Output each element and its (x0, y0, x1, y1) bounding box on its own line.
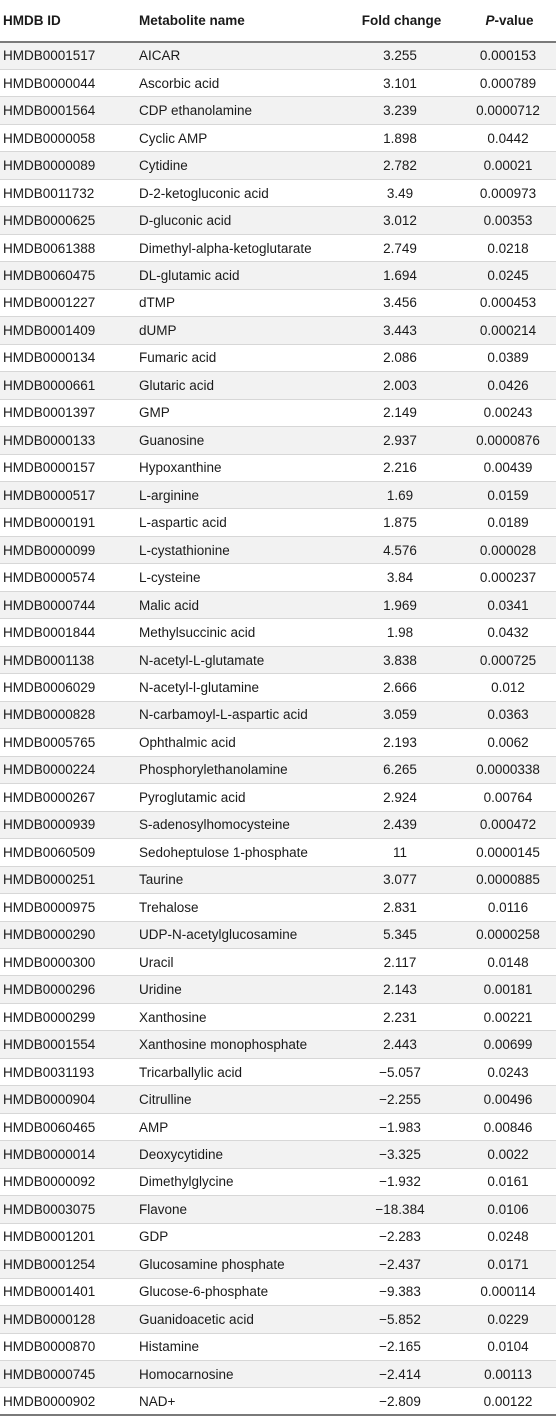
table-row (0, 1086, 556, 1113)
cell-metabolite-name: N-carbamoyl-L-aspartic acid (139, 707, 308, 723)
table-row (0, 207, 556, 234)
cell-fold-change: −9.383 (379, 1284, 421, 1300)
cell-hmdb-id: HMDB0000661 (3, 377, 96, 393)
cell-hmdb-id: HMDB0000299 (3, 1009, 96, 1025)
table-row (0, 372, 556, 399)
cell-fold-change: −2.165 (379, 1339, 421, 1355)
cell-fold-change: 2.143 (383, 982, 417, 998)
table-row (0, 1113, 556, 1140)
cell-hmdb-id: HMDB0000134 (3, 350, 96, 366)
cell-p-value: 0.00846 (483, 1119, 533, 1135)
cell-metabolite-name: Guanidoacetic acid (139, 1311, 254, 1327)
table-row (0, 1141, 556, 1168)
table-row (0, 1058, 556, 1085)
cell-metabolite-name: D-gluconic acid (139, 213, 232, 229)
table-row (0, 509, 556, 536)
cell-hmdb-id: HMDB0000744 (3, 597, 96, 613)
table-row (0, 289, 556, 316)
cell-hmdb-id: HMDB0000133 (3, 432, 96, 448)
cell-hmdb-id: HMDB0060465 (3, 1119, 96, 1135)
cell-p-value: 0.000453 (479, 295, 537, 311)
cell-hmdb-id: HMDB0000224 (3, 762, 96, 778)
table-row (0, 1388, 556, 1415)
table-row (0, 784, 556, 811)
cell-fold-change: 3.012 (383, 213, 417, 229)
cell-p-value: 0.000114 (480, 1284, 536, 1300)
cell-fold-change: 6.265 (383, 762, 417, 778)
cell-fold-change: 2.924 (383, 789, 417, 805)
table-row (0, 124, 556, 151)
cell-hmdb-id: HMDB0061388 (3, 240, 96, 256)
cell-hmdb-id: HMDB0001517 (3, 48, 96, 64)
cell-p-value: 0.0022 (487, 1146, 529, 1162)
cell-hmdb-id: HMDB0000296 (3, 982, 96, 998)
cell-metabolite-name: Sedoheptulose 1-phosphate (139, 844, 308, 860)
cell-fold-change: 2.231 (383, 1009, 417, 1025)
table-row (0, 701, 556, 728)
cell-hmdb-id: HMDB0000099 (3, 542, 96, 558)
cell-fold-change: 3.443 (383, 322, 417, 338)
cell-fold-change: 1.694 (383, 267, 417, 283)
table-row (0, 729, 556, 756)
cell-metabolite-name: L-cysteine (139, 570, 201, 586)
cell-p-value: 0.00699 (483, 1037, 533, 1053)
table-row (0, 1251, 556, 1278)
cell-hmdb-id: HMDB0006029 (3, 680, 96, 696)
cell-hmdb-id: HMDB0000904 (3, 1092, 96, 1108)
table-row (0, 1223, 556, 1250)
cell-p-value: 0.00122 (483, 1393, 533, 1409)
cell-p-value: 0.0161 (487, 1174, 529, 1190)
header-row (0, 0, 556, 42)
cell-p-value: 0.0426 (487, 377, 529, 393)
cell-p-value: 0.0116 (487, 899, 529, 915)
table-row (0, 69, 556, 96)
cell-hmdb-id: HMDB0000517 (3, 487, 96, 503)
cell-fold-change: −18.384 (375, 1201, 425, 1217)
cell-p-value: 0.0062 (487, 734, 529, 750)
table-row (0, 1168, 556, 1195)
table-row (0, 454, 556, 481)
cell-metabolite-name: Uracil (139, 954, 174, 970)
table-row (0, 179, 556, 206)
cell-fold-change: 1.898 (383, 130, 417, 146)
cell-metabolite-name: Fumaric acid (139, 350, 217, 366)
cell-metabolite-name: Trehalose (139, 899, 199, 915)
cell-hmdb-id: HMDB0001227 (3, 295, 96, 311)
cell-metabolite-name: AICAR (139, 48, 181, 64)
table-row (0, 262, 556, 289)
cell-p-value: 0.00221 (483, 1009, 533, 1025)
cell-p-value: 0.00439 (483, 460, 533, 476)
header-p-value (460, 0, 556, 42)
cell-hmdb-id: HMDB0011732 (3, 185, 95, 201)
cell-metabolite-name: Glucosamine phosphate (139, 1256, 285, 1272)
cell-fold-change: 3.255 (383, 48, 417, 64)
cell-metabolite-name: L-aspartic acid (139, 515, 227, 531)
table-row (0, 839, 556, 866)
cell-hmdb-id: HMDB0001201 (3, 1229, 96, 1245)
cell-metabolite-name: Phosphorylethanolamine (139, 762, 288, 778)
table-row (0, 646, 556, 673)
cell-hmdb-id: HMDB0001138 (3, 652, 95, 668)
cell-p-value: 0.00181 (483, 982, 533, 998)
cell-p-value: 0.0106 (487, 1201, 529, 1217)
table-row (0, 1196, 556, 1223)
cell-fold-change: 3.456 (383, 295, 417, 311)
cell-hmdb-id: HMDB0000828 (3, 707, 96, 723)
cell-metabolite-name: Histamine (139, 1339, 200, 1355)
cell-metabolite-name: Homocarnosine (139, 1366, 234, 1382)
cell-fold-change: 3.059 (383, 707, 417, 723)
cell-metabolite-name: N-acetyl-L-glutamate (139, 652, 265, 668)
cell-hmdb-id: HMDB0001564 (3, 103, 96, 119)
cell-metabolite-name: Ascorbic acid (139, 75, 220, 91)
cell-metabolite-name: Pyroglutamic acid (139, 789, 246, 805)
cell-hmdb-id: HMDB0000975 (3, 899, 96, 915)
cell-metabolite-name: GDP (139, 1229, 169, 1245)
cell-hmdb-id: HMDB0000044 (3, 75, 96, 91)
cell-metabolite-name: dTMP (139, 295, 176, 311)
cell-hmdb-id: HMDB0060475 (3, 267, 96, 283)
cell-fold-change: 2.003 (383, 377, 417, 393)
cell-p-value: 0.0000338 (476, 762, 540, 778)
cell-metabolite-name: dUMP (139, 322, 177, 338)
cell-p-value: 0.0000145 (476, 844, 540, 860)
cell-hmdb-id: HMDB0003075 (3, 1201, 96, 1217)
cell-p-value: 0.0148 (487, 954, 529, 970)
cell-metabolite-name: Guanosine (139, 432, 205, 448)
table-row (0, 97, 556, 124)
table-row (0, 921, 556, 948)
cell-p-value: 0.0229 (487, 1311, 529, 1327)
cell-metabolite-name: Methylsuccinic acid (139, 625, 256, 641)
table-row (0, 152, 556, 179)
cell-hmdb-id: HMDB0001397 (3, 405, 96, 421)
table-row (0, 948, 556, 975)
cell-p-value: 0.00243 (483, 405, 533, 421)
cell-hmdb-id: HMDB0000939 (3, 817, 96, 833)
table-row (0, 536, 556, 563)
cell-hmdb-id: HMDB0000128 (3, 1311, 96, 1327)
cell-p-value: 0.00113 (484, 1366, 532, 1382)
cell-metabolite-name: L-cystathionine (139, 542, 230, 558)
cell-fold-change: 2.443 (383, 1037, 417, 1053)
cell-fold-change: 2.149 (383, 405, 417, 421)
cell-hmdb-id: HMDB0000089 (3, 158, 96, 174)
cell-hmdb-id: HMDB0000290 (3, 927, 96, 943)
cell-p-value: 0.000973 (479, 185, 537, 201)
cell-p-value: 0.000028 (479, 542, 537, 558)
cell-fold-change: 3.49 (386, 185, 414, 201)
cell-p-value: 0.000789 (479, 75, 537, 91)
cell-metabolite-name: UDP-N-acetylglucosamine (139, 927, 298, 943)
cell-metabolite-name: GMP (139, 405, 170, 421)
cell-p-value: 0.0000885 (476, 872, 540, 888)
cell-fold-change: 2.937 (383, 432, 417, 448)
cell-fold-change: 4.576 (383, 542, 417, 558)
cell-hmdb-id: HMDB0001844 (3, 625, 96, 641)
table-row (0, 1306, 556, 1333)
cell-fold-change: 3.101 (383, 75, 417, 91)
cell-fold-change: −1.983 (379, 1119, 421, 1135)
cell-metabolite-name: Dimethyl-alpha-ketoglutarate (139, 240, 312, 256)
header-fold-change: Fold change (361, 13, 442, 28)
cell-metabolite-name: Taurine (139, 872, 184, 888)
cell-hmdb-id: HMDB0000300 (3, 954, 96, 970)
cell-hmdb-id: HMDB0000902 (3, 1393, 96, 1409)
cell-p-value: 0.0000712 (476, 103, 540, 119)
table-row (0, 1003, 556, 1030)
table-row (0, 866, 556, 893)
header-p-suffix: -value (494, 13, 534, 28)
cell-p-value: 0.00021 (483, 158, 533, 174)
cell-fold-change: 3.84 (386, 570, 414, 586)
cell-fold-change: 1.69 (386, 487, 414, 503)
cell-fold-change: 3.838 (383, 652, 417, 668)
cell-hmdb-id: HMDB0000058 (3, 130, 96, 146)
cell-metabolite-name: DL-glutamic acid (139, 267, 240, 283)
cell-metabolite-name: Hypoxanthine (139, 460, 222, 476)
table-row (0, 427, 556, 454)
cell-fold-change: 1.98 (386, 625, 414, 641)
cell-fold-change: −2.255 (379, 1092, 421, 1108)
cell-fold-change: −2.437 (379, 1256, 421, 1272)
cell-p-value: 0.0171 (487, 1256, 529, 1272)
cell-p-value: 0.0432 (487, 625, 529, 641)
header-hmdb-id: HMDB ID (3, 13, 61, 28)
table-body (0, 42, 556, 1415)
cell-p-value: 0.0104 (487, 1339, 529, 1355)
cell-p-value: 0.0389 (487, 350, 529, 366)
cell-metabolite-name: CDP ethanolamine (139, 103, 253, 119)
cell-fold-change: −2.283 (379, 1229, 421, 1245)
cell-metabolite-name: Tricarballylic acid (139, 1064, 243, 1080)
cell-metabolite-name: Xanthosine monophosphate (139, 1037, 308, 1053)
table-row (0, 811, 556, 838)
cell-p-value: 0.0363 (487, 707, 529, 723)
cell-p-value: 0.012 (491, 680, 525, 696)
cell-p-value: 0.000153 (479, 48, 537, 64)
cell-hmdb-id: HMDB0031193 (3, 1064, 95, 1080)
cell-hmdb-id: HMDB0000745 (3, 1366, 96, 1382)
cell-p-value: 0.0000258 (476, 927, 540, 943)
cell-fold-change: −1.932 (379, 1174, 421, 1190)
cell-hmdb-id: HMDB0060509 (3, 844, 96, 860)
cell-hmdb-id: HMDB0001409 (3, 322, 96, 338)
cell-metabolite-name: Flavone (139, 1201, 188, 1217)
table-row (0, 564, 556, 591)
table-row (0, 591, 556, 618)
cell-fold-change: 2.216 (383, 460, 417, 476)
cell-metabolite-name: Cyclic AMP (139, 130, 208, 146)
cell-metabolite-name: N-acetyl-l-glutamine (139, 680, 260, 696)
header-p-italic: P (485, 13, 495, 28)
cell-fold-change: −2.809 (379, 1393, 421, 1409)
cell-p-value: 0.000214 (479, 322, 537, 338)
cell-metabolite-name: Ophthalmic acid (139, 734, 236, 750)
table-row (0, 42, 556, 69)
cell-hmdb-id: HMDB0000870 (3, 1339, 96, 1355)
cell-fold-change: 2.666 (383, 680, 417, 696)
cell-p-value: 0.0341 (487, 597, 529, 613)
cell-metabolite-name: NAD+ (139, 1393, 176, 1409)
cell-hmdb-id: HMDB0000014 (3, 1146, 96, 1162)
table-header (0, 0, 556, 42)
cell-fold-change: −5.852 (379, 1311, 421, 1327)
cell-p-value: 0.0245 (487, 267, 529, 283)
cell-hmdb-id: HMDB0005765 (3, 734, 96, 750)
cell-metabolite-name: Deoxycytidine (139, 1146, 224, 1162)
table-row (0, 619, 556, 646)
cell-hmdb-id: HMDB0000267 (3, 789, 96, 805)
cell-hmdb-id: HMDB0001254 (3, 1256, 96, 1272)
table-row (0, 1361, 556, 1388)
table-row (0, 1333, 556, 1360)
cell-metabolite-name: Uridine (139, 982, 182, 998)
table-row (0, 1278, 556, 1305)
cell-fold-change: 5.345 (383, 927, 417, 943)
cell-fold-change: 2.831 (383, 899, 417, 915)
cell-p-value: 0.0442 (487, 130, 529, 146)
cell-fold-change: 2.117 (383, 954, 417, 970)
cell-metabolite-name: Citrulline (139, 1092, 192, 1108)
cell-metabolite-name: S-adenosylhomocysteine (139, 817, 290, 833)
cell-fold-change: 2.439 (383, 817, 417, 833)
cell-p-value: 0.000237 (479, 570, 537, 586)
cell-fold-change: 3.077 (383, 872, 417, 888)
cell-fold-change: −5.057 (379, 1064, 421, 1080)
table-row (0, 674, 556, 701)
cell-fold-change: 2.193 (383, 734, 417, 750)
table-row (0, 317, 556, 344)
cell-metabolite-name: L-arginine (139, 487, 200, 503)
cell-metabolite-name: AMP (139, 1119, 169, 1135)
table-row (0, 756, 556, 783)
cell-p-value: 0.00496 (483, 1092, 533, 1108)
cell-hmdb-id: HMDB0000574 (3, 570, 96, 586)
cell-hmdb-id: HMDB0000191 (3, 515, 96, 531)
cell-metabolite-name: D-2-ketogluconic acid (139, 185, 269, 201)
cell-metabolite-name: Xanthosine (139, 1009, 207, 1025)
cell-hmdb-id: HMDB0001554 (3, 1037, 96, 1053)
cell-fold-change: 2.782 (383, 158, 417, 174)
cell-fold-change: 2.749 (383, 240, 417, 256)
cell-p-value: 0.000725 (479, 652, 537, 668)
cell-p-value: 0.0218 (487, 240, 529, 256)
cell-p-value: 0.0189 (487, 515, 529, 531)
cell-p-value: 0.000472 (479, 817, 537, 833)
cell-metabolite-name: Malic acid (139, 597, 200, 613)
table-row (0, 976, 556, 1003)
cell-fold-change: 2.086 (383, 350, 417, 366)
table-row (0, 1031, 556, 1058)
table-row (0, 894, 556, 921)
cell-fold-change: 3.239 (383, 103, 417, 119)
cell-p-value: 0.00353 (483, 213, 533, 229)
header-metabolite-name: Metabolite name (139, 13, 245, 28)
cell-hmdb-id: HMDB0001401 (3, 1284, 96, 1300)
table-row (0, 234, 556, 261)
cell-metabolite-name: Glucose-6-phosphate (139, 1284, 269, 1300)
cell-hmdb-id: HMDB0000625 (3, 213, 96, 229)
cell-p-value: 0.0159 (487, 487, 529, 503)
cell-metabolite-name: Cytidine (139, 158, 188, 174)
cell-hmdb-id: HMDB0000092 (3, 1174, 96, 1190)
cell-p-value: 0.0248 (487, 1229, 529, 1245)
cell-fold-change: −2.414 (379, 1366, 421, 1382)
table-row (0, 399, 556, 426)
table-row (0, 344, 556, 371)
cell-fold-change: 1.969 (383, 597, 417, 613)
cell-metabolite-name: Glutaric acid (139, 377, 215, 393)
cell-p-value: 0.0243 (487, 1064, 529, 1080)
cell-hmdb-id: HMDB0000157 (3, 460, 96, 476)
cell-fold-change: −3.325 (379, 1146, 421, 1162)
cell-metabolite-name: Dimethylglycine (139, 1174, 234, 1190)
cell-hmdb-id: HMDB0000251 (3, 872, 96, 888)
cell-p-value: 0.00764 (483, 789, 533, 805)
cell-fold-change: 1.875 (383, 515, 417, 531)
cell-p-value: 0.0000876 (476, 432, 540, 448)
cell-fold-change: 11 (392, 844, 407, 860)
table-row (0, 482, 556, 509)
